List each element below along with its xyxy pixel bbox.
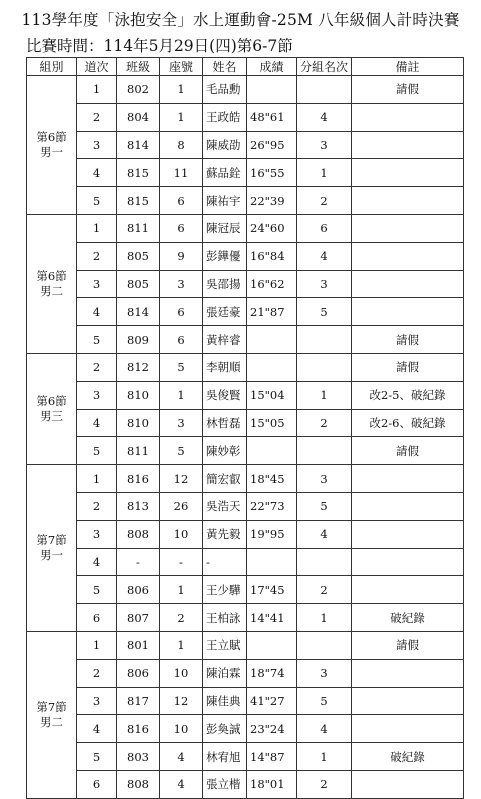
cell-score: 16"62 <box>247 270 297 298</box>
cell-rank: 1 <box>297 159 352 187</box>
group-heat: 男一 <box>40 548 63 563</box>
cell-name: 王政皓 <box>203 103 247 131</box>
cell-name: 陳泊霖 <box>203 659 247 687</box>
cell-score <box>247 631 297 659</box>
cell-rank: 3 <box>297 465 352 493</box>
table-row <box>27 437 464 465</box>
cell-seat: 3 <box>160 270 203 298</box>
cell-lane: 6 <box>77 770 117 798</box>
cell-seat: 1 <box>160 103 203 131</box>
page-title: 113學年度「泳抱安全」水上運動會-25M 八年級個人計時決賽 <box>21 11 460 29</box>
cell-note <box>352 270 464 298</box>
table-row <box>27 381 464 409</box>
cell-score <box>247 437 297 465</box>
cell-lane: 4 <box>77 298 117 326</box>
group-label <box>27 214 77 353</box>
cell-seat: 9 <box>160 242 203 270</box>
cell-class: 811 <box>117 214 160 242</box>
cell-note: 請假 <box>352 326 464 354</box>
cell-note: 破紀錄 <box>352 604 464 632</box>
cell-rank: 1 <box>297 604 352 632</box>
cell-class: 815 <box>117 187 160 215</box>
cell-note: 請假 <box>352 631 464 659</box>
cell-seat: 2 <box>160 604 203 632</box>
cell-lane: 5 <box>77 326 117 354</box>
cell-name: 吳浩天 <box>203 492 247 520</box>
cell-score <box>247 548 297 576</box>
header-row <box>27 58 464 76</box>
cell-class: 814 <box>117 298 160 326</box>
table-row <box>27 576 464 604</box>
cell-name: 陳威劭 <box>203 131 247 159</box>
cell-note <box>352 465 464 493</box>
cell-seat: 6 <box>160 326 203 354</box>
header-lane: 道次 <box>77 58 117 76</box>
cell-class: 812 <box>117 353 160 381</box>
table-row <box>27 770 464 798</box>
table-row <box>27 242 464 270</box>
cell-note <box>352 214 464 242</box>
header-class: 班級 <box>117 58 160 76</box>
table-row <box>27 76 464 104</box>
header-seat: 座號 <box>160 58 203 76</box>
cell-score: 22"73 <box>247 492 297 520</box>
cell-name: 張廷豪 <box>203 298 247 326</box>
group-label <box>27 353 77 464</box>
cell-class: 809 <box>117 326 160 354</box>
cell-lane: 1 <box>77 631 117 659</box>
cell-name: 毛品勳 <box>203 76 247 104</box>
cell-lane: 2 <box>77 492 117 520</box>
cell-seat: 1 <box>160 576 203 604</box>
cell-class: 810 <box>117 409 160 437</box>
cell-lane: 1 <box>77 76 117 104</box>
cell-rank <box>297 631 352 659</box>
group-heat: 男二 <box>40 714 63 729</box>
cell-note <box>352 159 464 187</box>
cell-score: 17"45 <box>247 576 297 604</box>
group-heat: 男二 <box>40 283 63 298</box>
cell-note <box>352 242 464 270</box>
cell-lane: 3 <box>77 687 117 715</box>
cell-rank <box>297 353 352 381</box>
cell-note <box>352 576 464 604</box>
cell-score: 14"87 <box>247 743 297 771</box>
cell-class: 816 <box>117 715 160 743</box>
cell-note: 改2-5、破紀錄 <box>352 381 464 409</box>
cell-name: 蘇品銓 <box>203 159 247 187</box>
cell-seat: 1 <box>160 76 203 104</box>
cell-class: 817 <box>117 687 160 715</box>
cell-score: 18"74 <box>247 659 297 687</box>
cell-class: 810 <box>117 381 160 409</box>
cell-seat: 6 <box>160 187 203 215</box>
group-label <box>27 76 77 215</box>
cell-rank: 2 <box>297 576 352 604</box>
group-period: 第7節 <box>36 533 67 548</box>
cell-lane: 5 <box>77 187 117 215</box>
cell-rank: 6 <box>297 214 352 242</box>
cell-name: 黃先毅 <box>203 520 247 548</box>
table-row <box>27 214 464 242</box>
cell-seat: 10 <box>160 520 203 548</box>
cell-name: 王柏詠 <box>203 604 247 632</box>
table-row <box>27 715 464 743</box>
cell-class: 814 <box>117 131 160 159</box>
cell-class: 808 <box>117 770 160 798</box>
table-row <box>27 465 464 493</box>
cell-class: 805 <box>117 242 160 270</box>
cell-lane: 5 <box>77 576 117 604</box>
table-row <box>27 131 464 159</box>
cell-class: 806 <box>117 659 160 687</box>
table-row <box>27 270 464 298</box>
cell-name: 吳邵揚 <box>203 270 247 298</box>
cell-seat: 11 <box>160 159 203 187</box>
cell-lane: 3 <box>77 131 117 159</box>
group-period: 第6節 <box>36 394 67 409</box>
cell-class: - <box>117 548 160 576</box>
table-row <box>27 492 464 520</box>
cell-rank: 1 <box>297 743 352 771</box>
table-row <box>27 159 464 187</box>
table-row <box>27 353 464 381</box>
cell-name: 林宥旭 <box>203 743 247 771</box>
table-row <box>27 103 464 131</box>
cell-rank: 4 <box>297 242 352 270</box>
cell-lane: 4 <box>77 715 117 743</box>
header-name: 姓名 <box>203 58 247 76</box>
cell-score: 41"27 <box>247 687 297 715</box>
cell-name: 林哲磊 <box>203 409 247 437</box>
cell-name: 王少驊 <box>203 576 247 604</box>
cell-seat: 12 <box>160 687 203 715</box>
cell-score <box>247 76 297 104</box>
cell-note <box>352 103 464 131</box>
table-row <box>27 187 464 215</box>
cell-class: 803 <box>117 743 160 771</box>
cell-note <box>352 520 464 548</box>
header-note: 備註 <box>352 58 464 76</box>
cell-seat: 10 <box>160 715 203 743</box>
cell-name: 彭鏵優 <box>203 242 247 270</box>
cell-score: 24"60 <box>247 214 297 242</box>
table-body <box>27 76 464 799</box>
cell-rank: 1 <box>297 381 352 409</box>
cell-class: 807 <box>117 604 160 632</box>
cell-lane: 2 <box>77 242 117 270</box>
results-table <box>26 57 464 799</box>
cell-rank: 2 <box>297 409 352 437</box>
cell-seat: 3 <box>160 409 203 437</box>
cell-seat: 5 <box>160 353 203 381</box>
cell-rank <box>297 76 352 104</box>
cell-score: 21"87 <box>247 298 297 326</box>
cell-name: 彭奐誠 <box>203 715 247 743</box>
cell-note <box>352 548 464 576</box>
cell-class: 802 <box>117 76 160 104</box>
cell-rank: 4 <box>297 520 352 548</box>
cell-class: 806 <box>117 576 160 604</box>
cell-score: 22"39 <box>247 187 297 215</box>
cell-lane: 3 <box>77 381 117 409</box>
cell-name: 陳妙彰 <box>203 437 247 465</box>
cell-class: 805 <box>117 270 160 298</box>
cell-lane: 2 <box>77 353 117 381</box>
cell-rank: 5 <box>297 687 352 715</box>
cell-lane: 4 <box>77 159 117 187</box>
cell-score: 18"01 <box>247 770 297 798</box>
cell-name: 陳冠辰 <box>203 214 247 242</box>
match-time: 比賽時間：114年5月29日(四)第6-7節 <box>26 37 293 55</box>
cell-lane: 2 <box>77 103 117 131</box>
cell-class: 811 <box>117 437 160 465</box>
cell-note <box>352 298 464 326</box>
group-heat: 男三 <box>40 409 63 424</box>
cell-class: 816 <box>117 465 160 493</box>
cell-seat: 6 <box>160 214 203 242</box>
cell-lane: 6 <box>77 604 117 632</box>
table-row <box>27 326 464 354</box>
cell-seat: 10 <box>160 659 203 687</box>
group-period: 第6節 <box>36 269 67 284</box>
group-period: 第7節 <box>36 699 67 714</box>
cell-note: 破紀錄 <box>352 743 464 771</box>
cell-note: 改2-6、破紀錄 <box>352 409 464 437</box>
cell-rank: 4 <box>297 715 352 743</box>
cell-lane: 1 <box>77 214 117 242</box>
cell-seat: 6 <box>160 298 203 326</box>
cell-rank <box>297 548 352 576</box>
cell-score: 15"05 <box>247 409 297 437</box>
cell-score: 18"45 <box>247 465 297 493</box>
cell-rank <box>297 437 352 465</box>
header-rank: 分組名次 <box>297 58 352 76</box>
cell-note: 請假 <box>352 353 464 381</box>
cell-name: 黃梓睿 <box>203 326 247 354</box>
cell-name: 張立楷 <box>203 770 247 798</box>
cell-rank: 5 <box>297 492 352 520</box>
cell-note <box>352 715 464 743</box>
cell-lane: 4 <box>77 409 117 437</box>
cell-rank: 2 <box>297 187 352 215</box>
cell-score: 48"61 <box>247 103 297 131</box>
table-row <box>27 520 464 548</box>
cell-rank <box>297 326 352 354</box>
cell-note: 請假 <box>352 76 464 104</box>
table-row <box>27 604 464 632</box>
cell-seat: 1 <box>160 381 203 409</box>
cell-class: 804 <box>117 103 160 131</box>
cell-note <box>352 687 464 715</box>
cell-note <box>352 131 464 159</box>
cell-score: 19"95 <box>247 520 297 548</box>
cell-lane: 3 <box>77 520 117 548</box>
cell-rank: 3 <box>297 131 352 159</box>
cell-seat: 1 <box>160 631 203 659</box>
cell-rank: 2 <box>297 770 352 798</box>
cell-name: 陳祐宇 <box>203 187 247 215</box>
cell-name: 王立賦 <box>203 631 247 659</box>
cell-rank: 5 <box>297 298 352 326</box>
cell-score <box>247 353 297 381</box>
cell-name: 吳俊賢 <box>203 381 247 409</box>
header-score: 成績 <box>247 58 297 76</box>
cell-lane: 1 <box>77 465 117 493</box>
group-period: 第6節 <box>36 130 67 145</box>
cell-lane: 5 <box>77 743 117 771</box>
header-group: 組別 <box>27 58 77 76</box>
cell-note <box>352 770 464 798</box>
cell-score: 23"24 <box>247 715 297 743</box>
cell-score <box>247 326 297 354</box>
cell-seat: 12 <box>160 465 203 493</box>
cell-name: - <box>203 548 247 576</box>
cell-seat: 4 <box>160 770 203 798</box>
cell-rank: 3 <box>297 270 352 298</box>
cell-lane: 4 <box>77 548 117 576</box>
cell-lane: 3 <box>77 270 117 298</box>
cell-class: 813 <box>117 492 160 520</box>
group-label <box>27 465 77 632</box>
group-label <box>27 631 77 798</box>
cell-note <box>352 492 464 520</box>
cell-name: 李朝順 <box>203 353 247 381</box>
cell-note <box>352 187 464 215</box>
table-row <box>27 409 464 437</box>
cell-rank: 3 <box>297 659 352 687</box>
table-header <box>27 58 464 76</box>
cell-seat: - <box>160 548 203 576</box>
cell-score: 16"84 <box>247 242 297 270</box>
cell-name: 簡宏叡 <box>203 465 247 493</box>
cell-class: 808 <box>117 520 160 548</box>
group-heat: 男一 <box>40 144 63 159</box>
cell-seat: 4 <box>160 743 203 771</box>
cell-score: 15"04 <box>247 381 297 409</box>
cell-score: 14"41 <box>247 604 297 632</box>
cell-seat: 8 <box>160 131 203 159</box>
table-row <box>27 298 464 326</box>
table-row <box>27 687 464 715</box>
cell-score: 16"55 <box>247 159 297 187</box>
cell-seat: 26 <box>160 492 203 520</box>
cell-class: 815 <box>117 159 160 187</box>
cell-lane: 5 <box>77 437 117 465</box>
cell-score: 26"95 <box>247 131 297 159</box>
cell-rank: 4 <box>297 103 352 131</box>
table-row <box>27 548 464 576</box>
cell-lane: 2 <box>77 659 117 687</box>
cell-seat: 5 <box>160 437 203 465</box>
cell-note <box>352 659 464 687</box>
table-row <box>27 743 464 771</box>
table-row <box>27 659 464 687</box>
table-row <box>27 631 464 659</box>
cell-note: 請假 <box>352 437 464 465</box>
cell-class: 801 <box>117 631 160 659</box>
cell-name: 陳佳典 <box>203 687 247 715</box>
